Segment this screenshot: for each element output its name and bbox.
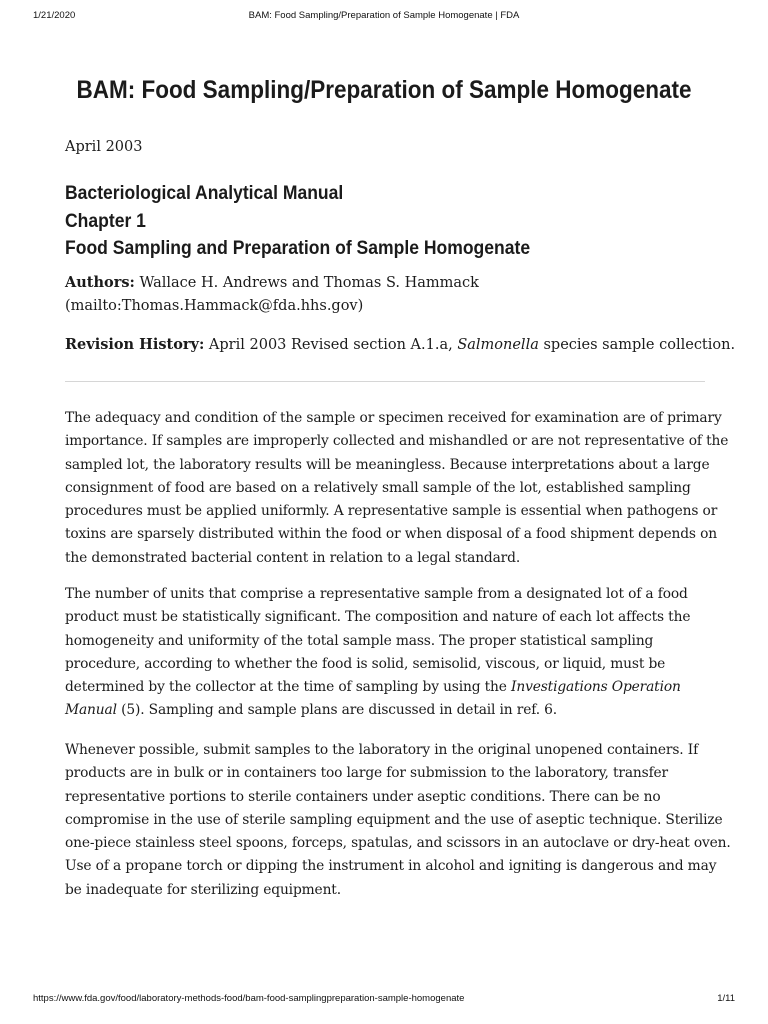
print-footer <box>0 993 768 1009</box>
paragraph-line: procedure, according to whether the food is solid, semisolid, viscous, or liquid, must be <box>65 655 666 672</box>
paragraph-2 <box>65 583 713 723</box>
paragraph-line: product must be statistically significant. The composition and nature of each lot affects the <box>65 609 691 626</box>
revision-text-before: April 2003 Revised section A.1.a, <box>204 337 458 353</box>
paragraph-line: sampled lot, the laboratory results will be meaningless. Because interpretations about a large <box>65 456 710 473</box>
manual-name: Bacteriological Analytical Manual <box>65 182 344 204</box>
paragraph-line: one-piece stainless steel spoons, forceps, spatulas, and scissors in an autoclave or dry-heat oven. <box>65 835 731 852</box>
paragraph-line: representative portions to sterile containers under aseptic conditions. There can be no <box>65 788 661 805</box>
paragraph-line <box>65 699 713 722</box>
paragraph-line: Use of a propane torch or dipping the instrument in alcohol and igniting is dangerous and may <box>65 858 717 875</box>
line-text: (5). Sampling and sample plans are discussed in detail in ref. 6. <box>116 702 558 719</box>
revision-history <box>65 333 736 357</box>
paragraph-line: be inadequate for sterilizing equipment. <box>65 881 341 898</box>
paragraph-line: Whenever possible, submit samples to the laboratory in the original unopened containers. If <box>65 742 699 758</box>
paragraph-line: consignment of food are based on a relatively small sample of the lot, established sampling <box>65 479 691 496</box>
line-text: determined by the collector at the time of sampling by using the <box>65 679 512 696</box>
print-header <box>0 10 768 26</box>
paragraph-1 <box>65 407 729 570</box>
print-date: 1/21/2020 <box>33 10 76 21</box>
chapter-number: Chapter 1 <box>65 209 146 232</box>
page-title: BAM: Food Sampling/Preparation of Sample Homogenate <box>76 76 692 104</box>
paragraph-line: The number of units that comprise a representative sample from a designated lot of a food <box>65 586 688 602</box>
chapter-heading <box>65 180 530 263</box>
authors-label: Authors: <box>65 274 135 291</box>
manual-citation-italic: Investigations Operation <box>511 679 681 696</box>
authors-block <box>65 271 705 318</box>
paragraph-line: compromise in the use of sterile sampling equipment and the use of aseptic technique. Sterilize <box>65 811 723 828</box>
print-doc-title: BAM: Food Sampling/Preparation of Sample Homogenate | FDA <box>248 10 520 21</box>
manual-citation-italic: Manual <box>65 702 117 719</box>
publication-date: April 2003 <box>65 139 143 155</box>
paragraph-line: The adequacy and condition of the sample or specimen received for examination are of primary <box>65 410 722 426</box>
paragraph-line: toxins are sparsely distributed within the food or when disposal of a food shipment depends on <box>65 526 717 543</box>
page-number: 1/11 <box>717 993 735 1004</box>
revision-text-after: species sample collection. <box>538 337 736 353</box>
paragraph-line: the demonstrated bacterial content in relation to a legal standard. <box>65 549 521 566</box>
authors-contact-link[interactable]: (mailto:Thomas.Hammack@fda.hhs.gov) <box>65 298 364 314</box>
chapter-title: Food Sampling and Preparation of Sample Homogenate <box>65 237 531 259</box>
paragraph-line: products are in bulk or in containers too large for submission to the laboratory, transfer <box>65 765 668 782</box>
authors-names: Wallace H. Andrews and Thomas S. Hammack <box>134 275 479 291</box>
paragraph-line: procedures must be applied uniformly. A representative sample is essential when pathogens or <box>65 503 718 520</box>
revision-italic: Salmonella <box>457 337 539 353</box>
paragraph-3 <box>65 739 731 902</box>
paragraph-line: importance. If samples are improperly collected and mishandled or are not representative of the <box>65 433 729 450</box>
paragraph-line: homogeneity and uniformity of the total sample mass. The proper statistical sampling <box>65 632 654 649</box>
revision-label: Revision History: <box>65 336 205 353</box>
paragraph-line <box>65 676 713 699</box>
section-divider <box>65 381 705 382</box>
print-url[interactable]: https://www.fda.gov/food/laboratory-methods-food/bam-food-samplingpreparation-sample-homogenate <box>33 993 465 1004</box>
